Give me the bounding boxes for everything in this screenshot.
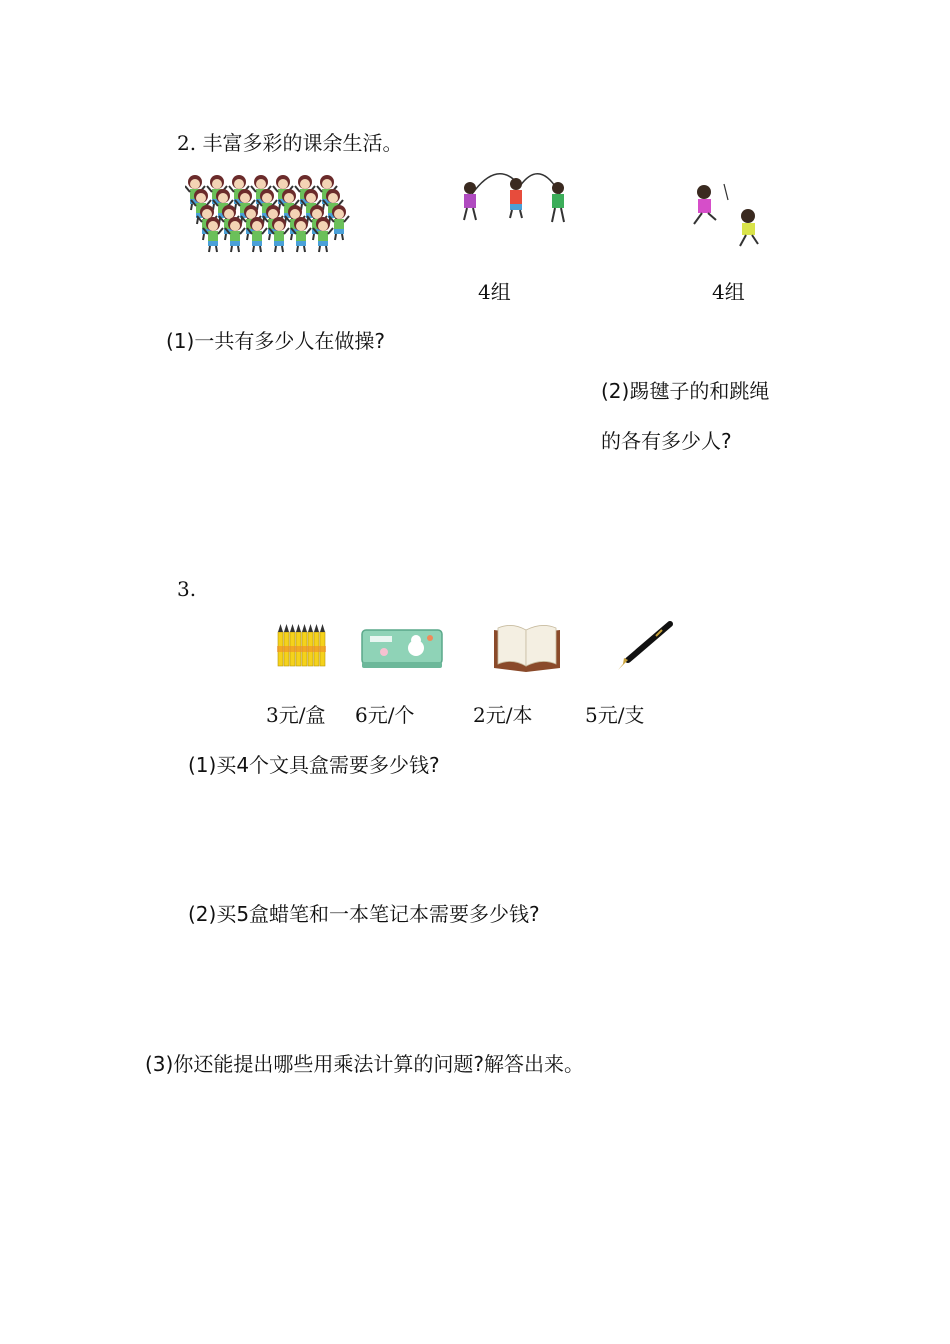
fountain-pen-icon [610,620,674,674]
q2-sub2-line1: (2)踢毽子的和跳绳 [601,379,770,403]
q3-number: 3. [177,577,197,601]
price-crayon-box: 3元/盒 [266,703,326,727]
q2-sub1: (1)一共有多少人在做操? [166,329,385,353]
jump-rope-groups: 4组 [478,280,511,304]
price-notebook: 2元/本 [473,703,533,727]
exercising-children-icon [185,172,355,254]
q2-title-text: 丰富多彩的课余生活。 [202,131,403,155]
jump-rope-kids-icon [458,172,573,228]
shuttlecock-groups: 4组 [712,280,745,304]
crayon-box-icon [276,622,326,668]
q3-sub3: (3)你还能提出哪些用乘法计算的问题?解答出来。 [145,1052,584,1076]
notebook-icon [492,622,562,674]
q2-title [177,131,402,155]
price-pencil-case: 6元/个 [355,703,415,727]
shuttlecock-kids-icon [688,178,774,252]
q3-sub1: (1)买4个文具盒需要多少钱? [188,753,440,777]
q2-sub2-line2: 的各有多少人? [601,429,732,453]
q3-sub2: (2)买5盒蜡笔和一本笔记本需要多少钱? [188,902,540,926]
pencil-case-icon [360,626,444,670]
q2-number: 2. [177,131,197,155]
price-fountain-pen: 5元/支 [585,703,645,727]
